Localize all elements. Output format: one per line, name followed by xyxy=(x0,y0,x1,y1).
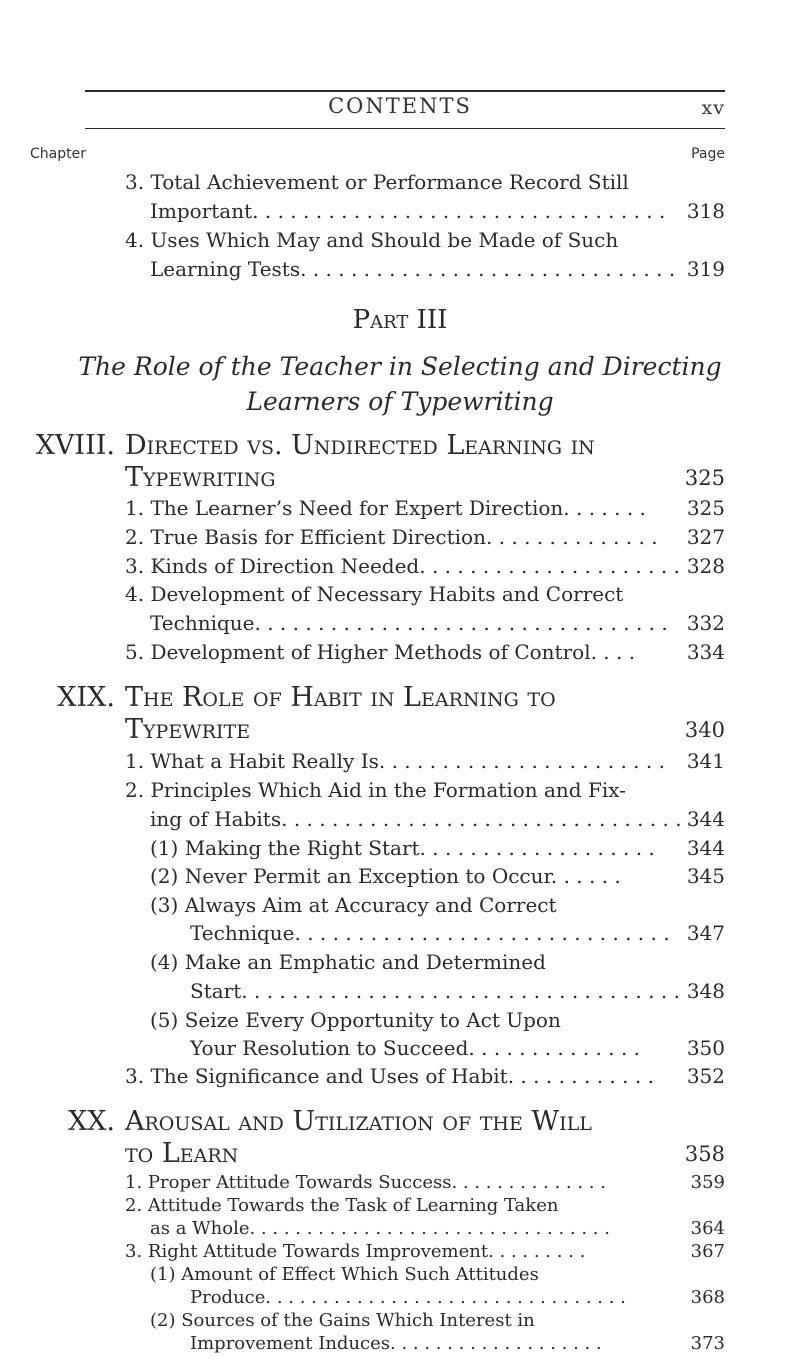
toc-subentry: (4) Make an Emphatic and Determined xyxy=(150,950,546,974)
page-number: 319 xyxy=(686,257,725,281)
chapter-column-label: Chapter xyxy=(30,146,86,162)
page-number: 348 xyxy=(686,979,725,1003)
toc-subentry: (5) Seize Every Opportunity to Act Upon xyxy=(150,1008,561,1032)
toc-entry: 3. Kinds of Direction Needed. . . . . . . . . . . . . . . . . . . . . xyxy=(125,554,680,578)
toc-entry: 2. Principles Which Aid in the Formation and Fix- xyxy=(125,778,626,802)
chapter-title-line2: Typewriting xyxy=(125,462,276,493)
chapter-page-number: 340 xyxy=(684,718,725,742)
header-rule-bottom xyxy=(85,128,725,129)
toc-subentry-continuation: Improvement Induces. . . . . . . . . . . . . . . . . . . xyxy=(190,1333,602,1354)
toc-entry-continuation: Technique. . . . . . . . . . . . . . . . . . . . . . . . . . . . . . . . . xyxy=(150,611,668,635)
chapter-number: XIX. xyxy=(57,682,115,713)
entry-text: Uses Which May and Should be Made of Such xyxy=(150,228,619,252)
toc-entry: 4. Development of Necessary Habits and Correct xyxy=(125,582,624,606)
page-number: 328 xyxy=(686,554,725,578)
page-number: 367 xyxy=(690,1241,725,1262)
chapter-title-line2: to Learn xyxy=(125,1138,239,1169)
part-subtitle-line2: Learners of Typewriting xyxy=(246,387,554,416)
toc-entry: 3. The Significance and Uses of Habit. . . . . . . . . . . . xyxy=(125,1064,654,1088)
page-number: 352 xyxy=(686,1064,725,1088)
toc-subentry-continuation: Technique. . . . . . . . . . . . . . . . . . . . . . . . . . . . . . xyxy=(190,921,670,945)
page-number: 344 xyxy=(686,807,725,831)
toc-entry-continuation: Important. . . . . . . . . . . . . . . . . . . . . . . . . . . . . . . . . xyxy=(150,199,666,223)
page-column-label: Page xyxy=(691,146,725,162)
toc-entry: 1. The Learner’s Need for Expert Direction. . . . . . . xyxy=(125,496,646,520)
chapter-title-line1: Directed vs. Undirected Learning in xyxy=(125,430,595,461)
page-number: 341 xyxy=(686,749,725,773)
chapter-title-line2: Typewrite xyxy=(125,714,251,745)
toc-entry: 3. Right Attitude Towards Improvement. . . . . . . . . xyxy=(125,1241,586,1262)
chapter-number: XX. xyxy=(67,1106,115,1137)
toc-subentry-continuation: Your Resolution to Succeed. . . . . . . . . . . . . . xyxy=(190,1036,641,1060)
toc-subentry-continuation: Produce. . . . . . . . . . . . . . . . . . . . . . . . . . . . . . . . xyxy=(190,1287,626,1308)
chapter-title-line1: The Role of Habit in Learning to xyxy=(125,682,556,713)
page-number: 359 xyxy=(690,1172,725,1193)
header-rule-top xyxy=(85,90,725,92)
chapter-page-number: 358 xyxy=(684,1142,725,1166)
page-number: 327 xyxy=(686,525,725,549)
page-number: 368 xyxy=(690,1287,725,1308)
toc-subentry-continuation: Start. . . . . . . . . . . . . . . . . . . . . . . . . . . . . . . . . . . xyxy=(190,979,680,1003)
toc-subentry: (1) Amount of Effect Which Such Attitudes xyxy=(150,1264,539,1285)
page-number: 332 xyxy=(686,611,725,635)
entry-number: 4. xyxy=(125,228,145,252)
toc-subentry: (1) Making the Right Start. . . . . . . . . . . . . . . . . . . xyxy=(150,836,655,860)
toc-entry-continuation: ing of Habits. . . . . . . . . . . . . . . . . . . . . . . . . . . . . . . . xyxy=(150,807,682,831)
entry-number: 3. xyxy=(125,170,145,194)
toc-entry-continuation: Learning Tests. . . . . . . . . . . . . . . . . . . . . . . . . . . . . . xyxy=(150,257,676,281)
part-subtitle-line1: The Role of the Teacher in Selecting and Directing xyxy=(78,352,722,381)
page-number: 334 xyxy=(686,640,725,664)
toc-entry: 5. Development of Higher Methods of Control. . . . xyxy=(125,640,636,664)
chapter-number: XVIII. xyxy=(35,430,115,461)
entry-text: Total Achievement or Performance Record Still xyxy=(150,170,629,194)
running-title: CONTENTS xyxy=(328,94,472,118)
page-number: 347 xyxy=(686,921,725,945)
page-number: 318 xyxy=(686,199,725,223)
toc-entry: 2. True Basis for Efficient Direction. . . . . . . . . . . . . . xyxy=(125,525,658,549)
toc-subentry: (3) Always Aim at Accuracy and Correct xyxy=(150,893,557,917)
chapter-page-number: 325 xyxy=(684,466,725,490)
toc-entry: 2. Attitude Towards the Task of Learning Taken xyxy=(125,1195,559,1216)
page-number: 364 xyxy=(690,1218,725,1239)
toc-subentry: (2) Never Permit an Exception to Occur. . . . . . xyxy=(150,864,621,888)
toc-subentry: (2) Sources of the Gains Which Interest in xyxy=(150,1310,535,1331)
page-number: 350 xyxy=(686,1036,725,1060)
toc-entry-continuation: as a Whole. . . . . . . . . . . . . . . . . . . . . . . . . . . . . . . . xyxy=(150,1218,610,1239)
page-number: 373 xyxy=(690,1333,725,1354)
toc-entry: 1. Proper Attitude Towards Success. . . . . . . . . . . . . . xyxy=(125,1172,606,1193)
toc-entry xyxy=(125,170,629,194)
toc-entry xyxy=(125,228,618,252)
toc-entry: 1. What a Habit Really Is. . . . . . . . . . . . . . . . . . . . . . . xyxy=(125,749,665,773)
chapter-title-line1: Arousal and Utilization of the Will xyxy=(125,1106,592,1137)
page-number: 345 xyxy=(686,864,725,888)
page-number: 325 xyxy=(686,496,725,520)
page-number: 344 xyxy=(686,836,725,860)
page-folio: xv xyxy=(701,97,725,119)
part-heading: Part III xyxy=(352,305,448,335)
